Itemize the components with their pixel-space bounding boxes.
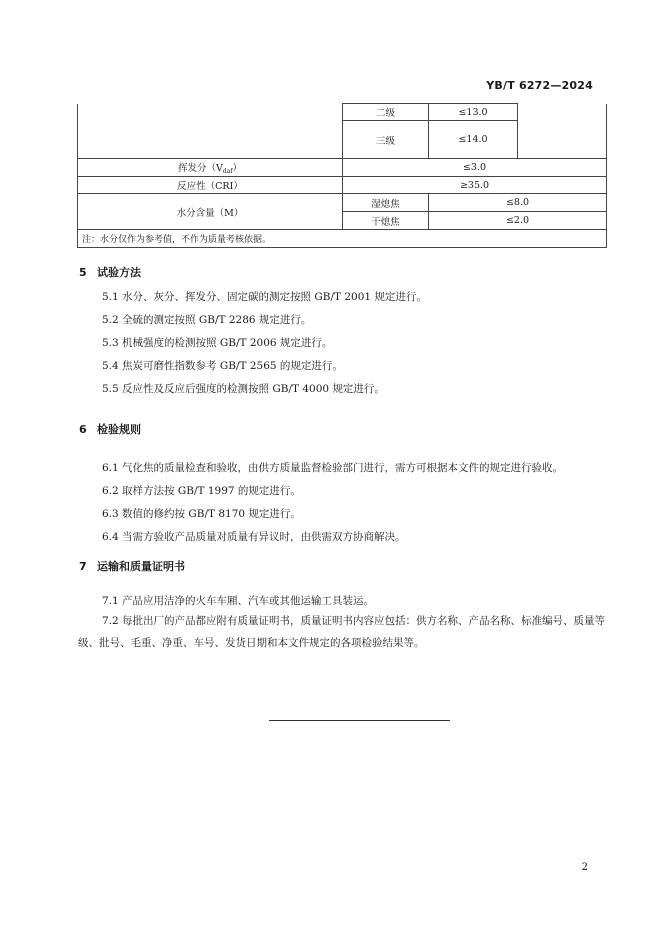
volatile-value: ≤3.0 [343, 159, 607, 177]
table-row [78, 230, 607, 248]
clause: 7.1 产品应用洁净的火车车厢、汽车或其他运输工具装运。 [102, 595, 375, 607]
reactivity-label: 反应性（CRI） [78, 177, 343, 194]
spec-table [77, 103, 607, 248]
end-rule [269, 720, 450, 721]
value-cell: ≤14.0 [429, 121, 518, 159]
dry-quench-label: 干熄焦 [343, 212, 429, 230]
moisture-label: 水分含量（M） [78, 194, 343, 230]
reactivity-value: ≥35.0 [343, 177, 607, 194]
wet-quench-label: 湿熄焦 [343, 194, 429, 212]
clause: 6.3 数值的修约按 GB/T 8170 规定进行。 [102, 508, 301, 520]
volatile-label: 挥发分$(V_{daf})$ [78, 159, 343, 177]
clause: 5.1 水分、灰分、挥发分、固定碳的测定按照 GB/T 2001 规定进行。 [102, 291, 427, 303]
dry-quench-value: ≤2.0 [429, 212, 607, 230]
grade-cell: 二级 [343, 104, 429, 121]
table-row [78, 194, 607, 212]
clause: 6.4 当需方验收产品质量对质量有异议时，由供需双方协商解决。 [102, 531, 406, 543]
wet-quench-value: ≤8.0 [429, 194, 607, 212]
table-row [78, 159, 607, 177]
standard-number: YB/T 6272—2024 [486, 79, 593, 92]
clause: 5.2 全硫的测定按照 GB/T 2286 规定进行。 [102, 314, 312, 326]
table-row [78, 104, 607, 121]
clause: 5.5 反应性及反应后强度的检测按照 GB/T 4000 规定进行。 [102, 383, 385, 395]
value-cell: ≤13.0 [429, 104, 518, 121]
clause: 7.2 每批出厂的产品都应附有质量证明书，质量证明书内容应包括：供方名称、产品名称、标准编号、质量等级、批号、毛重、净重、车号、发货日期和本文件规定的各项检验结果等。 [78, 615, 606, 649]
section-heading: 5 试验方法 [79, 266, 141, 279]
clause: 5.3 机械强度的检测按照 GB/T 2006 规定进行。 [102, 337, 333, 349]
page-number: 2 [581, 862, 588, 873]
table-row [78, 177, 607, 194]
section-heading: 7 运输和质量证明书 [79, 560, 185, 573]
section-heading: 6 检验规则 [79, 423, 141, 436]
table-note: 注：水分仅作为参考值，不作为质量考核依据。 [78, 230, 607, 248]
clause: 5.4 焦炭可磨性指数参考 GB/T 2565 的规定进行。 [102, 360, 343, 372]
clause: 6.2 取样方法按 GB/T 1997 的规定进行。 [102, 485, 301, 497]
table-cell-empty [78, 104, 343, 159]
clause: 6.1 气化焦的质量检查和验收，由供方质量监督检验部门进行，需方可根据本文件的规定进行验收。 [102, 462, 564, 474]
grade-cell: 三级 [343, 121, 429, 159]
table-cell-empty [518, 104, 607, 159]
